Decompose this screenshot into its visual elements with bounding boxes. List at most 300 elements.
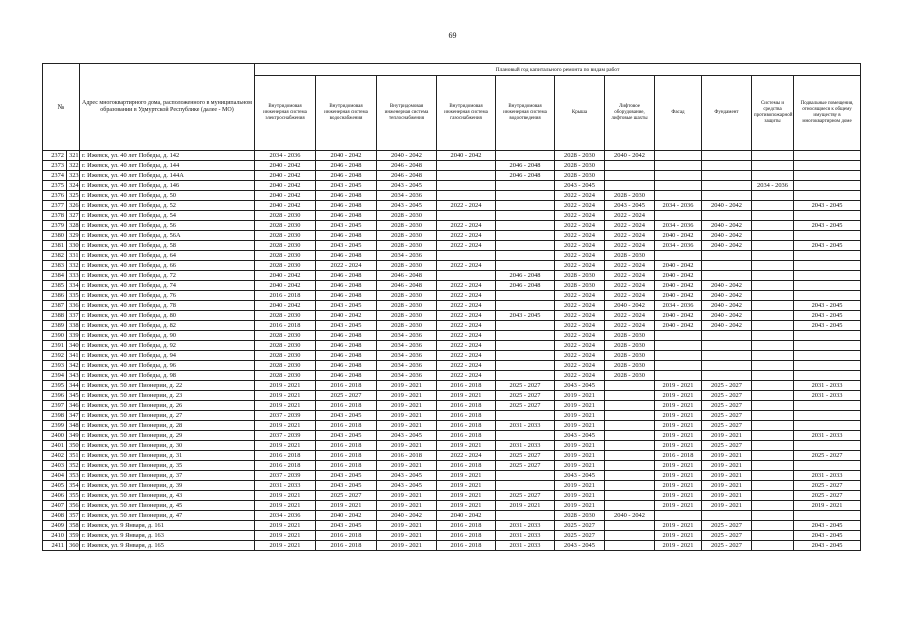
table-row [43, 431, 861, 441]
cell-year-range: 2022 - 2024 [605, 271, 655, 281]
cell-year-range: 2043 - 2045 [794, 321, 861, 331]
cell-year-range: 2022 - 2024 [437, 291, 496, 301]
cell-year-range: 2043 - 2045 [496, 311, 555, 321]
cell-year-range [496, 361, 555, 371]
cell-local-number: 325 [67, 191, 80, 201]
cell-year-range [794, 511, 861, 521]
cell-year-range: 2046 - 2048 [496, 281, 555, 291]
cell-year-range: 2019 - 2021 [255, 501, 316, 511]
cell-year-range [752, 271, 794, 281]
cell-local-number: 349 [67, 431, 80, 441]
cell-year-range: 2016 - 2018 [437, 531, 496, 541]
cell-year-range: 2019 - 2021 [655, 521, 702, 531]
cell-year-range [496, 191, 555, 201]
cell-local-number: 357 [67, 511, 80, 521]
cell-year-range [605, 181, 655, 191]
cell-year-range: 2046 - 2048 [316, 341, 377, 351]
table-row [43, 471, 861, 481]
cell-year-range [752, 451, 794, 461]
cell-year-range [752, 291, 794, 301]
cell-year-range [752, 511, 794, 521]
cell-year-range: 2043 - 2045 [555, 471, 605, 481]
cell-year-range: 2043 - 2045 [316, 301, 377, 311]
cell-year-range: 2016 - 2018 [316, 461, 377, 471]
cell-year-range: 2040 - 2042 [655, 291, 702, 301]
cell-year-range: 2019 - 2021 [555, 481, 605, 491]
cell-row-number: 2398 [43, 411, 67, 421]
cell-year-range: 2043 - 2045 [316, 481, 377, 491]
cell-year-range [496, 211, 555, 221]
cell-year-range: 2040 - 2042 [255, 181, 316, 191]
cell-row-number: 2400 [43, 431, 67, 441]
cell-year-range: 2019 - 2021 [437, 501, 496, 511]
cell-year-range: 2043 - 2045 [555, 541, 605, 551]
table-row [43, 271, 861, 281]
cell-year-range: 2022 - 2024 [437, 361, 496, 371]
cell-year-range: 2022 - 2024 [555, 321, 605, 331]
cell-year-range: 2028 - 2030 [377, 301, 437, 311]
cell-year-range: 2025 - 2027 [316, 491, 377, 501]
cell-year-range: 2040 - 2042 [702, 231, 752, 241]
cell-year-range: 2019 - 2021 [702, 481, 752, 491]
cell-year-range: 2016 - 2018 [437, 421, 496, 431]
cell-year-range: 2019 - 2021 [555, 401, 605, 411]
header-work-type: Крыша [555, 76, 605, 151]
cell-year-range [794, 161, 861, 171]
cell-year-range: 2040 - 2042 [702, 301, 752, 311]
cell-year-range: 2043 - 2045 [794, 541, 861, 551]
cell-address: г. Ижевск, ул. 40 лет Победы, д. 92 [80, 341, 255, 351]
cell-year-range: 2040 - 2042 [255, 171, 316, 181]
cell-address: г. Ижевск, ул. 40 лет Победы, д. 96 [80, 361, 255, 371]
table-row [43, 341, 861, 351]
cell-year-range: 2022 - 2024 [437, 451, 496, 461]
cell-year-range: 2040 - 2042 [702, 241, 752, 251]
cell-year-range: 2046 - 2048 [316, 231, 377, 241]
cell-address: г. Ижевск, ул. 50 лет Пионерии, д. 45 [80, 501, 255, 511]
cell-row-number: 2385 [43, 281, 67, 291]
cell-year-range: 2019 - 2021 [377, 391, 437, 401]
cell-row-number: 2406 [43, 491, 67, 501]
cell-year-range: 2046 - 2048 [316, 281, 377, 291]
cell-year-range [752, 481, 794, 491]
cell-year-range: 2022 - 2024 [437, 371, 496, 381]
table-row [43, 411, 861, 421]
cell-year-range: 2025 - 2027 [794, 481, 861, 491]
cell-address: г. Ижевск, ул. 40 лет Победы, д. 74 [80, 281, 255, 291]
cell-year-range [794, 151, 861, 161]
cell-year-range [702, 261, 752, 271]
cell-year-range: 2046 - 2048 [316, 251, 377, 261]
cell-year-range [752, 491, 794, 501]
cell-year-range: 2025 - 2027 [702, 521, 752, 531]
table-row [43, 441, 861, 451]
cell-year-range: 2046 - 2048 [496, 171, 555, 181]
cell-year-range [752, 351, 794, 361]
cell-year-range [605, 541, 655, 551]
cell-year-range: 2028 - 2030 [605, 191, 655, 201]
cell-year-range: 2043 - 2045 [794, 221, 861, 231]
capital-repair-table [42, 63, 861, 551]
table-body [43, 151, 861, 551]
cell-year-range: 2043 - 2045 [794, 301, 861, 311]
cell-year-range [496, 431, 555, 441]
cell-local-number: 351 [67, 451, 80, 461]
cell-year-range: 2022 - 2024 [605, 291, 655, 301]
cell-year-range [605, 441, 655, 451]
table-row [43, 421, 861, 431]
cell-year-range: 2040 - 2042 [316, 311, 377, 321]
cell-local-number: 360 [67, 541, 80, 551]
cell-year-range: 2016 - 2018 [316, 541, 377, 551]
cell-address: г. Ижевск, ул. 50 лет Пионерии, д. 47 [80, 511, 255, 521]
cell-row-number: 2383 [43, 261, 67, 271]
cell-year-range: 2019 - 2021 [255, 531, 316, 541]
cell-row-number: 2373 [43, 161, 67, 171]
cell-year-range: 2028 - 2030 [555, 171, 605, 181]
cell-year-range: 2025 - 2027 [496, 381, 555, 391]
cell-year-range [752, 201, 794, 211]
cell-year-range [702, 511, 752, 521]
cell-year-range: 2025 - 2027 [496, 401, 555, 411]
cell-year-range: 2028 - 2030 [605, 361, 655, 371]
cell-year-range [702, 171, 752, 181]
cell-year-range: 2022 - 2024 [605, 231, 655, 241]
cell-year-range: 2046 - 2048 [316, 271, 377, 281]
cell-year-range [752, 521, 794, 531]
header-work-type: Фундамент [702, 76, 752, 151]
cell-year-range [496, 151, 555, 161]
table-row [43, 161, 861, 171]
table-row [43, 371, 861, 381]
cell-year-range [655, 251, 702, 261]
cell-year-range [702, 331, 752, 341]
cell-year-range: 2019 - 2021 [702, 491, 752, 501]
cell-year-range [605, 461, 655, 471]
cell-year-range [794, 371, 861, 381]
cell-year-range [605, 161, 655, 171]
table-row [43, 451, 861, 461]
cell-year-range [655, 151, 702, 161]
cell-year-range: 2040 - 2042 [702, 311, 752, 321]
table-row [43, 381, 861, 391]
cell-year-range: 2016 - 2018 [255, 321, 316, 331]
cell-address: г. Ижевск, ул. 50 лет Пионерии, д. 35 [80, 461, 255, 471]
cell-year-range [794, 401, 861, 411]
cell-year-range: 2019 - 2021 [255, 391, 316, 401]
cell-year-range [752, 391, 794, 401]
cell-year-range: 2028 - 2030 [255, 341, 316, 351]
cell-year-range [794, 271, 861, 281]
cell-address: г. Ижевск, ул. 40 лет Победы, д. 80 [80, 311, 255, 321]
cell-year-range [702, 191, 752, 201]
cell-year-range: 2025 - 2027 [555, 521, 605, 531]
cell-year-range: 2046 - 2048 [316, 171, 377, 181]
cell-year-range [794, 351, 861, 361]
cell-year-range [496, 261, 555, 271]
cell-year-range: 2022 - 2024 [437, 341, 496, 351]
cell-year-range: 2040 - 2042 [255, 161, 316, 171]
cell-address: г. Ижевск, ул. 40 лет Победы, д. 94 [80, 351, 255, 361]
cell-address: г. Ижевск, ул. 50 лет Пионерии, д. 29 [80, 431, 255, 441]
cell-year-range: 2019 - 2021 [555, 501, 605, 511]
cell-year-range: 2022 - 2024 [437, 281, 496, 291]
cell-year-range: 2028 - 2030 [377, 261, 437, 271]
cell-year-range: 2043 - 2045 [316, 411, 377, 421]
cell-year-range [794, 331, 861, 341]
cell-address: г. Ижевск, ул. 50 лет Пионерии, д. 22 [80, 381, 255, 391]
cell-year-range [496, 371, 555, 381]
header-work-type: Внутридомовая инженерная система водоснабжения [316, 76, 377, 151]
cell-row-number: 2391 [43, 341, 67, 351]
cell-year-range [655, 181, 702, 191]
cell-year-range: 2028 - 2030 [255, 211, 316, 221]
cell-address: г. Ижевск, ул. 50 лет Пионерии, д. 39 [80, 481, 255, 491]
cell-year-range [655, 161, 702, 171]
cell-year-range [702, 181, 752, 191]
cell-year-range [605, 411, 655, 421]
table-row [43, 491, 861, 501]
cell-year-range: 2019 - 2021 [377, 541, 437, 551]
cell-local-number: 355 [67, 491, 80, 501]
cell-row-number: 2381 [43, 241, 67, 251]
cell-address: г. Ижевск, ул. 50 лет Пионерии, д. 43 [80, 491, 255, 501]
cell-year-range: 2043 - 2045 [555, 431, 605, 441]
cell-year-range: 2028 - 2030 [377, 221, 437, 231]
cell-year-range [655, 511, 702, 521]
cell-year-range [752, 321, 794, 331]
cell-year-range: 2019 - 2021 [255, 541, 316, 551]
cell-local-number: 340 [67, 341, 80, 351]
cell-year-range: 2028 - 2030 [605, 331, 655, 341]
cell-row-number: 2402 [43, 451, 67, 461]
cell-year-range: 2043 - 2045 [316, 181, 377, 191]
cell-year-range: 2019 - 2021 [255, 401, 316, 411]
cell-local-number: 329 [67, 231, 80, 241]
cell-year-range [752, 401, 794, 411]
cell-year-range: 2040 - 2042 [655, 261, 702, 271]
cell-year-range: 2022 - 2024 [555, 251, 605, 261]
cell-year-range: 2046 - 2048 [316, 201, 377, 211]
cell-year-range: 2019 - 2021 [655, 491, 702, 501]
cell-year-range [752, 461, 794, 471]
cell-year-range [496, 331, 555, 341]
cell-row-number: 2392 [43, 351, 67, 361]
cell-year-range [794, 461, 861, 471]
cell-year-range: 2046 - 2048 [496, 161, 555, 171]
cell-year-range [752, 231, 794, 241]
cell-year-range: 2028 - 2030 [555, 151, 605, 161]
cell-address: г. Ижевск, ул. 40 лет Победы, д. 56А [80, 231, 255, 241]
cell-year-range: 2031 - 2033 [496, 521, 555, 531]
header-work-type: Внутридомовая инженерная система газоснабжения [437, 76, 496, 151]
cell-year-range [496, 241, 555, 251]
cell-year-range: 2022 - 2024 [555, 291, 605, 301]
cell-address: г. Ижевск, ул. 50 лет Пионерии, д. 28 [80, 421, 255, 431]
cell-year-range [794, 291, 861, 301]
table-row [43, 361, 861, 371]
cell-local-number: 354 [67, 481, 80, 491]
cell-year-range: 2022 - 2024 [605, 321, 655, 331]
cell-row-number: 2399 [43, 421, 67, 431]
cell-year-range [655, 341, 702, 351]
cell-year-range: 2040 - 2042 [655, 281, 702, 291]
cell-year-range [752, 281, 794, 291]
cell-year-range [496, 201, 555, 211]
cell-year-range: 2016 - 2018 [316, 451, 377, 461]
cell-year-range: 2034 - 2036 [752, 181, 794, 191]
cell-year-range: 2019 - 2021 [255, 441, 316, 451]
cell-year-range: 2043 - 2045 [377, 471, 437, 481]
table-row [43, 311, 861, 321]
cell-year-range: 2019 - 2021 [437, 441, 496, 451]
table-row [43, 231, 861, 241]
cell-row-number: 2390 [43, 331, 67, 341]
table-row [43, 501, 861, 511]
cell-year-range: 2034 - 2036 [377, 351, 437, 361]
cell-year-range [752, 361, 794, 371]
cell-year-range: 2031 - 2033 [794, 471, 861, 481]
cell-year-range: 2022 - 2024 [555, 231, 605, 241]
cell-year-range [605, 481, 655, 491]
cell-local-number: 338 [67, 321, 80, 331]
cell-year-range: 2022 - 2024 [555, 371, 605, 381]
cell-year-range: 2043 - 2045 [316, 321, 377, 331]
cell-local-number: 330 [67, 241, 80, 251]
cell-year-range: 2019 - 2021 [377, 401, 437, 411]
cell-year-range [605, 401, 655, 411]
table-row [43, 211, 861, 221]
cell-local-number: 326 [67, 201, 80, 211]
cell-year-range: 2025 - 2027 [496, 461, 555, 471]
cell-year-range [605, 391, 655, 401]
cell-year-range [752, 311, 794, 321]
cell-year-range: 2025 - 2027 [496, 491, 555, 501]
cell-address: г. Ижевск, ул. 40 лет Победы, д. 64 [80, 251, 255, 261]
cell-year-range [702, 251, 752, 261]
cell-year-range [496, 511, 555, 521]
cell-year-range: 2019 - 2021 [655, 461, 702, 471]
cell-year-range [702, 341, 752, 351]
cell-year-range: 2022 - 2024 [605, 261, 655, 271]
cell-row-number: 2409 [43, 521, 67, 531]
cell-address: г. Ижевск, ул. 40 лет Победы, д. 144А [80, 171, 255, 181]
cell-year-range: 2016 - 2018 [316, 401, 377, 411]
cell-year-range: 2028 - 2030 [377, 291, 437, 301]
cell-year-range: 2043 - 2045 [316, 471, 377, 481]
cell-year-range [752, 211, 794, 221]
cell-year-range: 2019 - 2021 [702, 451, 752, 461]
cell-local-number: 336 [67, 301, 80, 311]
cell-year-range: 2028 - 2030 [255, 251, 316, 261]
cell-year-range: 2043 - 2045 [316, 241, 377, 251]
cell-year-range: 2040 - 2042 [702, 221, 752, 231]
cell-year-range [752, 301, 794, 311]
cell-year-range [752, 241, 794, 251]
cell-year-range [496, 471, 555, 481]
cell-year-range: 2022 - 2024 [555, 211, 605, 221]
table-row [43, 151, 861, 161]
cell-year-range [752, 191, 794, 201]
cell-year-range [702, 371, 752, 381]
cell-year-range [702, 271, 752, 281]
cell-year-range: 2019 - 2021 [555, 441, 605, 451]
cell-year-range [752, 341, 794, 351]
cell-year-range: 2046 - 2048 [316, 291, 377, 301]
cell-year-range: 2046 - 2048 [316, 331, 377, 341]
cell-year-range: 2016 - 2018 [255, 461, 316, 471]
cell-year-range: 2031 - 2033 [794, 431, 861, 441]
cell-year-range: 2028 - 2030 [605, 351, 655, 361]
cell-address: г. Ижевск, ул. 40 лет Победы, д. 66 [80, 261, 255, 271]
table-row [43, 201, 861, 211]
cell-row-number: 2401 [43, 441, 67, 451]
cell-year-range [702, 161, 752, 171]
header-work-type: Внутридомовая инженерная система электроснабжения [255, 76, 316, 151]
cell-year-range: 2031 - 2033 [255, 481, 316, 491]
cell-year-range [655, 361, 702, 371]
cell-year-range: 2019 - 2021 [555, 461, 605, 471]
cell-year-range [752, 161, 794, 171]
cell-year-range [794, 171, 861, 181]
cell-year-range [496, 251, 555, 261]
cell-year-range [437, 171, 496, 181]
cell-year-range: 2022 - 2024 [555, 201, 605, 211]
cell-year-range: 2028 - 2030 [377, 241, 437, 251]
cell-year-range [794, 211, 861, 221]
cell-year-range: 2016 - 2018 [377, 451, 437, 461]
cell-year-range: 2022 - 2024 [437, 311, 496, 321]
table-row [43, 181, 861, 191]
cell-year-range: 2034 - 2036 [377, 341, 437, 351]
cell-year-range [605, 501, 655, 511]
cell-year-range: 2034 - 2036 [377, 371, 437, 381]
cell-year-range: 2016 - 2018 [437, 431, 496, 441]
cell-address: г. Ижевск, ул. 40 лет Победы, д. 90 [80, 331, 255, 341]
cell-year-range [437, 271, 496, 281]
cell-year-range: 2019 - 2021 [655, 481, 702, 491]
cell-year-range: 2019 - 2021 [377, 411, 437, 421]
cell-year-range: 2016 - 2018 [316, 441, 377, 451]
cell-local-number: 328 [67, 221, 80, 231]
header-address: Адрес многоквартирного дома, расположенного в муниципальном образовании в Удмуртской Республике (далее - МО) [80, 64, 255, 151]
cell-year-range: 2031 - 2033 [496, 441, 555, 451]
cell-year-range: 2019 - 2021 [655, 531, 702, 541]
cell-row-number: 2380 [43, 231, 67, 241]
cell-address: г. Ижевск, ул. 40 лет Победы, д. 82 [80, 321, 255, 331]
cell-row-number: 2372 [43, 151, 67, 161]
cell-year-range [496, 321, 555, 331]
table-row [43, 521, 861, 531]
cell-row-number: 2386 [43, 291, 67, 301]
cell-local-number: 333 [67, 271, 80, 281]
cell-year-range [655, 331, 702, 341]
cell-address: г. Ижевск, ул. 50 лет Пионерии, д. 30 [80, 441, 255, 451]
cell-year-range [752, 331, 794, 341]
cell-year-range: 2031 - 2033 [496, 421, 555, 431]
cell-address: г. Ижевск, ул. 40 лет Победы, д. 50 [80, 191, 255, 201]
cell-year-range: 2040 - 2042 [255, 191, 316, 201]
cell-row-number: 2404 [43, 471, 67, 481]
table-row [43, 351, 861, 361]
cell-year-range: 2025 - 2027 [794, 451, 861, 461]
cell-year-range: 2043 - 2045 [794, 531, 861, 541]
cell-year-range: 2034 - 2036 [255, 151, 316, 161]
cell-year-range: 2019 - 2021 [655, 431, 702, 441]
cell-year-range: 2019 - 2021 [377, 381, 437, 391]
cell-year-range: 2034 - 2036 [377, 191, 437, 201]
cell-year-range: 2022 - 2024 [605, 311, 655, 321]
